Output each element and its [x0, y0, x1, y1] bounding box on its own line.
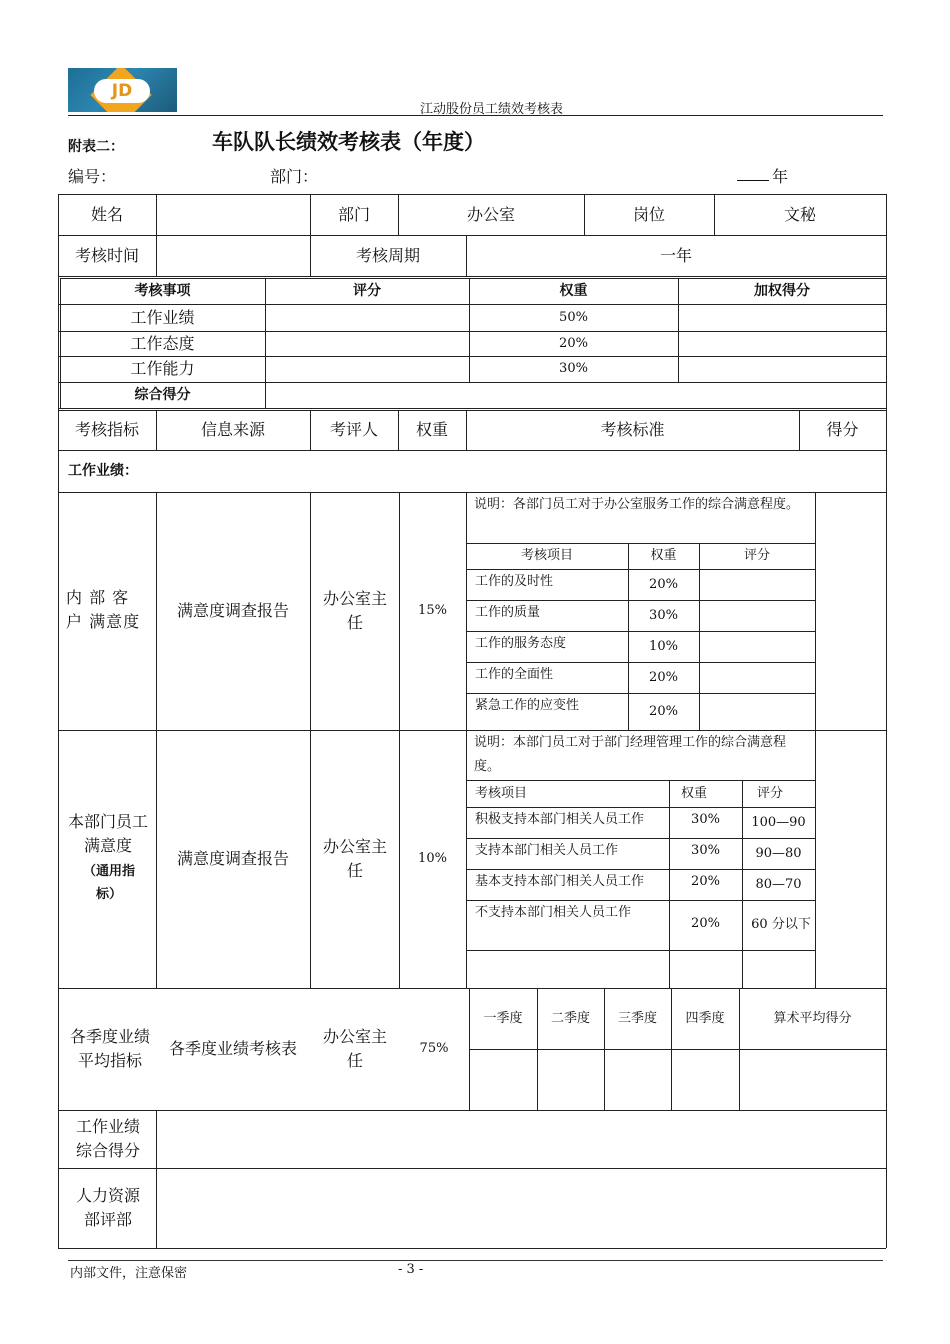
block2-col-item: 考核项目	[475, 785, 528, 801]
quarter-2-label: 二季度	[550, 1010, 590, 1026]
footer-rule	[68, 1260, 883, 1261]
footer-confidential: 内部文件，注意保密	[70, 1266, 188, 1281]
block3-rater: 办公室主任	[322, 1027, 387, 1070]
company-logo	[68, 68, 177, 112]
summary-header-weight: 权重	[559, 282, 588, 299]
block1-row-weight: 20%	[649, 703, 678, 719]
quarter-3-score[interactable]	[604, 1049, 671, 1110]
block2-score-field[interactable]	[815, 730, 886, 988]
perf-total-label: 工作业绩综合得分	[75, 1117, 140, 1160]
indicator-header: 考核指标	[74, 420, 139, 439]
block1-weight: 15%	[418, 603, 447, 619]
perf-total-field[interactable]	[156, 1110, 886, 1168]
block1-row-weight: 20%	[649, 669, 678, 685]
block2-col-weight: 权重	[680, 785, 707, 801]
block2-row-score: 100—90	[751, 814, 806, 830]
quarter-1-score[interactable]	[469, 1049, 537, 1110]
block1-rater: 办公室主任	[322, 589, 387, 632]
block1-row-item: 紧急工作的应变性	[475, 698, 580, 714]
average-score[interactable]	[739, 1049, 886, 1110]
summary-row-weighted[interactable]	[678, 356, 886, 382]
block1-note: 说明：各部门员工对于办公室服务工作的综合满意程度。	[474, 497, 800, 512]
time-field[interactable]	[156, 235, 310, 276]
block2-row-score: 80—70	[755, 876, 802, 892]
block2-row-weight: 30%	[691, 843, 720, 859]
hr-review-label: 人力资源部评部	[75, 1186, 140, 1229]
section-label: 工作业绩：	[68, 462, 138, 479]
block2-rater: 办公室主任	[322, 837, 387, 880]
block1-row-score[interactable]	[699, 600, 815, 631]
summary-row-score[interactable]	[265, 331, 469, 356]
block2-row-score: 90—80	[755, 845, 802, 861]
summary-header-score: 评分	[353, 282, 381, 299]
name-label: 姓名	[90, 204, 123, 224]
block1-row-score[interactable]	[699, 569, 815, 600]
block1-row-score[interactable]	[699, 693, 815, 730]
summary-total-label: 综合得分	[134, 386, 191, 403]
block1-row-item: 工作的质量	[475, 605, 541, 621]
block1-row-weight: 10%	[649, 638, 678, 654]
block2-row-item: 基本支持本部门相关人员工作	[475, 874, 645, 890]
summary-row-score[interactable]	[265, 356, 469, 382]
block1-row-weight: 30%	[649, 607, 678, 623]
period-label: 考核周期	[355, 245, 420, 265]
code-label: 编号：	[68, 167, 117, 186]
summary-row-weighted[interactable]	[678, 331, 886, 356]
block1-col-weight: 权重	[650, 548, 677, 564]
quarter-4-label: 四季度	[685, 1010, 725, 1026]
block2-indicator: 本部门员工满意度	[67, 812, 148, 855]
block2-note: 说明：本部门员工对于部门经理管理工作的综合满意程度。	[474, 735, 787, 774]
quarter-3-label: 三季度	[617, 1010, 657, 1026]
source-header: 信息来源	[200, 420, 265, 439]
logo-mark: JD	[94, 79, 150, 103]
block1-row-item: 工作的服务态度	[475, 636, 567, 652]
block2-indicator-note: （通用指标）	[82, 863, 135, 902]
block2-row-item: 不支持本部门相关人员工作	[475, 905, 632, 921]
block3-weight: 75%	[419, 1041, 449, 1057]
block1-row-item: 工作的全面性	[475, 667, 554, 683]
summary-header-item: 考核事项	[134, 282, 191, 299]
block2-row-item: 积极支持本部门相关人员工作	[475, 812, 645, 828]
block1-score-field[interactable]	[815, 492, 886, 730]
summary-row-weighted[interactable]	[678, 304, 886, 331]
block1-col-item: 考核项目	[520, 548, 573, 564]
block1-col-score: 评分	[743, 548, 770, 564]
dept-cell-value: 办公室	[466, 204, 515, 224]
post-value: 文秘	[783, 204, 816, 224]
block3-source: 各季度业绩考核表	[168, 1039, 297, 1058]
block1-row-item: 工作的及时性	[475, 574, 554, 590]
summary-row-weight: 20%	[559, 335, 588, 351]
time-label: 考核时间	[74, 245, 139, 265]
hr-review-field[interactable]	[156, 1168, 886, 1248]
summary-row-item: 工作态度	[130, 333, 195, 353]
summary-row-score[interactable]	[265, 304, 469, 331]
period-value: 一年	[659, 245, 692, 265]
block2-row-item: 支持本部门相关人员工作	[475, 843, 619, 859]
summary-total-field[interactable]	[265, 382, 886, 408]
dept-label: 部门：	[270, 167, 319, 186]
form-title: 车队队长绩效考核表（年度）	[212, 130, 485, 154]
block1-row-score[interactable]	[699, 662, 815, 693]
block1-source: 满意度调查报告	[176, 601, 289, 620]
year-label: 年	[772, 167, 789, 186]
post-label: 岗位	[632, 204, 665, 224]
quarter-1-label: 一季度	[483, 1010, 523, 1026]
block1-row-weight: 20%	[649, 576, 678, 592]
year-blank[interactable]	[737, 180, 769, 181]
name-field[interactable]	[156, 194, 310, 235]
rater-header: 考评人	[329, 420, 378, 439]
header-title: 江动股份员工绩效考核表	[420, 101, 564, 116]
block1-row-score[interactable]	[699, 631, 815, 662]
score-header: 得分	[826, 420, 859, 439]
weight-header: 权重	[415, 420, 448, 439]
quarter-2-score[interactable]	[537, 1049, 604, 1110]
standard-header: 考核标准	[600, 420, 665, 439]
average-score-label: 算术平均得分	[773, 1010, 852, 1026]
block2-row-weight: 30%	[691, 812, 720, 828]
block2-source: 满意度调查报告	[176, 849, 289, 868]
summary-row-weight: 50%	[559, 309, 588, 325]
block2-row-weight: 20%	[691, 916, 720, 932]
summary-row-weight: 30%	[559, 361, 588, 377]
block2-row-score: 60 分以下	[751, 917, 811, 933]
block2-col-score: 评分	[756, 785, 783, 801]
block2-weight: 10%	[418, 851, 447, 867]
page-number: - 3 -	[398, 1262, 424, 1277]
block2-row-weight: 20%	[691, 874, 720, 890]
dept-cell-label: 部门	[337, 204, 370, 224]
summary-row-item: 工作业绩	[130, 307, 195, 327]
block3-indicator: 各季度业绩平均指标	[70, 1027, 151, 1070]
block1-indicator: 内 部 客 户 满意度	[66, 588, 141, 631]
summary-header-weighted: 加权得分	[754, 282, 810, 299]
summary-row-item: 工作能力	[130, 359, 195, 378]
attachment-label: 附表二：	[68, 139, 124, 155]
header-rule	[68, 115, 883, 116]
quarter-4-score[interactable]	[671, 1049, 739, 1110]
